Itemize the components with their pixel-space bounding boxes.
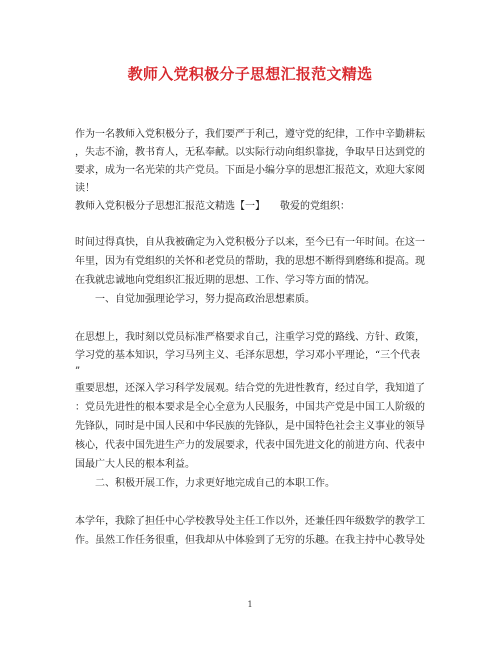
section-heading-line: 教师入党积极分子思想汇报范文精选【一】 敬爱的党组织：	[75, 201, 350, 212]
paragraph-line: 时间过得真快，自从我被确定为入党积极分子以来，至今已有一年时间。在这一	[75, 237, 425, 248]
paragraph-line: 本学年，我除了担任中心学校教导处主任工作以外，还兼任四年级数学的教学工	[75, 516, 425, 527]
paragraph-line: 在思想上，我时刻以党员标准严格要求自己，注重学习党的路线、方针、政策，	[75, 332, 425, 343]
paragraph-line: 学习党的基本知识，学习马列主义、毛泽东思想，学习邓小平理论，“三个代表	[75, 350, 421, 361]
subheading-line: 二、积极开展工作，力求更好地完成自己的本职工作。	[95, 478, 335, 489]
paragraph-line: ”	[75, 366, 81, 377]
paragraph-line: 作。虽然工作任务很重，但我却从中体验到了无穷的乐趣。在我主持中心教导处	[75, 535, 425, 546]
paragraph-line: ：党员先进性的根本要求是全心全意为人民服务，中国共产党是中国工人阶级的	[75, 402, 425, 413]
paragraph-line: 读！	[75, 183, 95, 194]
page-number: 1	[247, 600, 253, 609]
paragraph-line: 国最广大人民的根本利益。	[75, 459, 195, 470]
paragraph-line: 年里，因为有党组织的关怀和老党员的帮助，我的思想不断得到磨练和提高。现	[75, 256, 425, 267]
paragraph-line: 先锋队，同时是中国人民和中华民族的先锋队，是中国特色社会主义事业的领导	[75, 421, 425, 432]
paragraph-line: 重要思想，还深入学习科学发展观。结合党的先进性教育，经过自学，我知道了	[75, 383, 425, 394]
paragraph-line: 核心，代表中国先进生产力的发展要求，代表中国先进文化的前进方向、代表中	[75, 440, 425, 451]
document-title: 教师入党积极分子思想汇报范文精选	[127, 65, 373, 83]
paragraph-line: 要求，成为一名光荣的共产党员。下面是小编分享的思想汇报范文，欢迎大家阅	[75, 165, 425, 176]
paragraph-line: 作为一名教师入党积极分子，我们要严于利己，遵守党的纪律，工作中辛勤耕耘	[75, 129, 425, 140]
paragraph-line: 在我就忠诚地向党组织汇报近期的思想、工作、学习等方面的情况。	[75, 275, 375, 286]
subheading-line: 一、自觉加强理论学习，努力提高政治思想素质。	[95, 294, 315, 305]
paragraph-line: ，失志不渝，教书育人，无私奉献。以实际行动向组织靠拢，争取早日达到党的	[75, 147, 425, 158]
